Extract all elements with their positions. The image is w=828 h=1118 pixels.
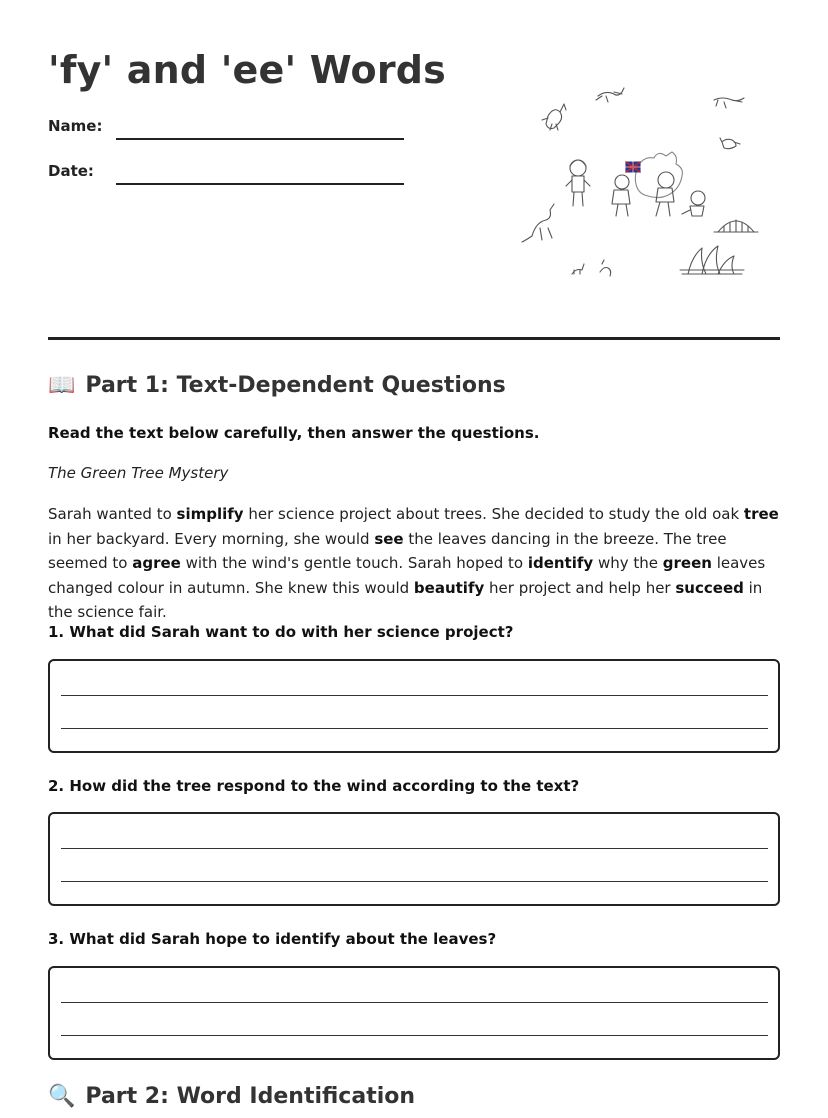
passage-text: with the wind's gentle touch. Sarah hoped to bbox=[180, 554, 528, 572]
name-line[interactable] bbox=[116, 138, 404, 140]
passage-text: the leaves dancing in the breeze. The tree seemed to bbox=[48, 529, 727, 572]
passage-text: Sarah wanted to bbox=[48, 505, 177, 523]
name-label: Name: bbox=[48, 117, 103, 135]
australia-map-outline bbox=[635, 152, 682, 198]
answer-line bbox=[61, 728, 768, 729]
date-line[interactable] bbox=[116, 183, 404, 185]
part2-heading-text: Part 2: Word Identification bbox=[85, 1084, 416, 1109]
question-3: 3. What did Sarah hope to identify about the leaves? bbox=[48, 930, 497, 948]
kangaroo-icon bbox=[714, 98, 744, 108]
section-divider bbox=[48, 337, 780, 340]
answer-box-2[interactable] bbox=[48, 812, 780, 906]
part1-heading-text: Part 1: Text-Dependent Questions bbox=[85, 373, 506, 398]
kangaroo-icon bbox=[522, 204, 554, 242]
union-jack-flag-icon bbox=[626, 162, 640, 172]
target-word: identify bbox=[527, 554, 594, 572]
australia-kids-illustration bbox=[518, 78, 768, 288]
magnifying-glass-icon: 🔍 bbox=[48, 1084, 76, 1109]
passage-text: her science project about trees. She decided to study the old oak bbox=[243, 505, 744, 523]
target-word: green bbox=[662, 554, 712, 572]
passage-text: leaves changed colour in autumn. She knew this would bbox=[48, 554, 766, 597]
bridge-icon bbox=[714, 220, 758, 232]
passage-text: why the bbox=[593, 554, 663, 572]
child-figure-icon bbox=[656, 172, 674, 216]
target-word: beautify bbox=[413, 578, 485, 597]
target-word: tree bbox=[743, 505, 779, 523]
passage-text: in the science fair. bbox=[48, 578, 763, 621]
answer-line bbox=[61, 848, 768, 849]
answer-line bbox=[61, 695, 768, 696]
answer-line bbox=[61, 1002, 768, 1003]
target-word: agree bbox=[132, 554, 181, 572]
date-label: Date: bbox=[48, 162, 94, 180]
child-figure-icon bbox=[682, 191, 705, 216]
child-figure-icon bbox=[612, 175, 630, 216]
part2-heading bbox=[48, 1084, 415, 1109]
worksheet-title: 'fy' and 'ee' Words bbox=[48, 48, 446, 92]
part1-heading bbox=[48, 373, 506, 398]
child-figure-icon bbox=[566, 160, 590, 206]
answer-line bbox=[61, 1035, 768, 1036]
kangaroo-icon bbox=[596, 88, 624, 102]
answer-box-1[interactable] bbox=[48, 659, 780, 753]
open-book-icon: 📖 bbox=[48, 373, 76, 398]
kangaroo-icon bbox=[542, 104, 566, 130]
passage-text: in her backyard. Every morning, she would bbox=[48, 529, 375, 548]
target-word: see bbox=[374, 529, 404, 548]
target-word: succeed bbox=[675, 578, 744, 597]
small-animal-icon bbox=[572, 260, 611, 276]
reading-passage bbox=[48, 502, 783, 625]
question-2: 2. How did the tree respond to the wind according to the text? bbox=[48, 777, 580, 795]
question-1: 1. What did Sarah want to do with her science project? bbox=[48, 623, 514, 641]
small-animal-icon bbox=[720, 138, 740, 149]
target-word: simplify bbox=[176, 505, 244, 523]
passage-text: her project and help her bbox=[484, 578, 676, 597]
instructions: Read the text below carefully, then answer the questions. bbox=[48, 424, 540, 442]
answer-box-3[interactable] bbox=[48, 966, 780, 1060]
story-title: The Green Tree Mystery bbox=[48, 464, 229, 482]
opera-house-icon bbox=[680, 246, 744, 274]
answer-line bbox=[61, 881, 768, 882]
